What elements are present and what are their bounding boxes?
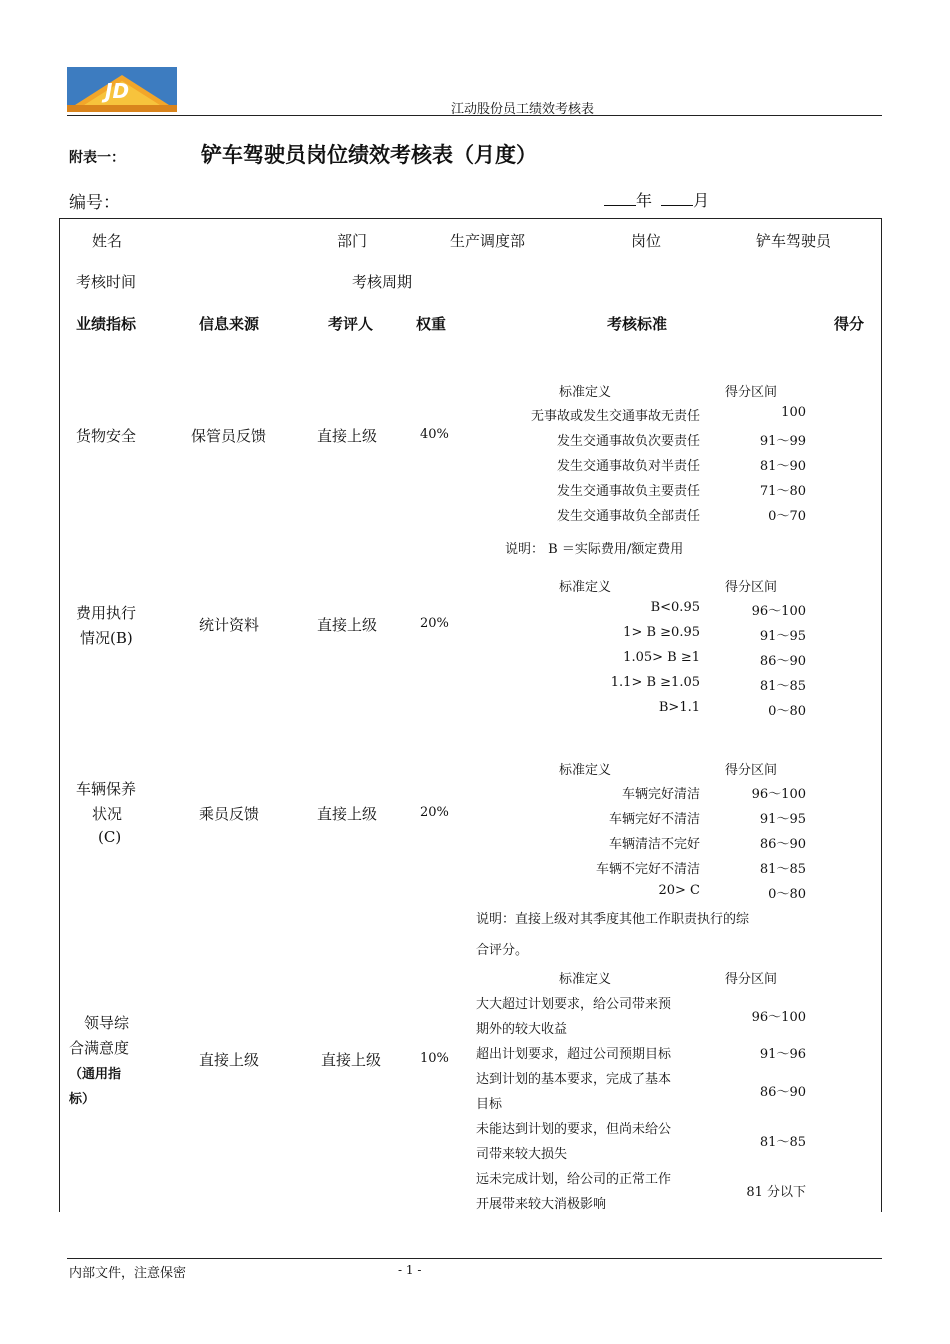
criterion-def: 1> B ≥0.95 <box>623 625 700 640</box>
info-source: 保管员反馈 <box>191 427 267 445</box>
criterion-range: 96～100 <box>751 787 806 802</box>
criterion-def: 无事故或发生交通事故无责任 <box>530 409 700 424</box>
criterion-range: 91～95 <box>759 812 806 827</box>
criterion-range: 81～85 <box>759 679 806 694</box>
def-header: 标准定义 <box>559 972 612 987</box>
indicator-name: 合满意度 <box>69 1039 130 1057</box>
def-header: 标准定义 <box>559 763 612 778</box>
evaluator: 直接上级 <box>317 805 378 823</box>
criterion-range: 86～90 <box>759 654 806 669</box>
criterion-def: 期外的较大收益 <box>476 1022 568 1037</box>
post-label: 岗位 <box>631 232 662 250</box>
criterion-def: B<0.95 <box>650 600 700 615</box>
criterion-range: 81 分以下 <box>746 1185 806 1200</box>
info-source: 直接上级 <box>199 1051 260 1069</box>
period-label: 考核周期 <box>352 273 413 291</box>
date-field <box>604 188 709 211</box>
month-label: 月 <box>693 191 710 210</box>
criterion-range: 81～85 <box>759 862 806 877</box>
criterion-def: 大大超过计划要求，给公司带来预 <box>476 997 672 1012</box>
indicator-name: (C) <box>98 828 122 846</box>
criterion-range: 0～70 <box>768 509 806 524</box>
evaluator: 直接上级 <box>317 616 378 634</box>
indicator-name: 情况(B) <box>80 629 133 647</box>
confidential-note: 内部文件，注意保密 <box>69 1266 187 1281</box>
criterion-def: 司带来较大损失 <box>476 1147 568 1162</box>
range-header: 得分区间 <box>725 580 778 595</box>
col-indicator: 业绩指标 <box>76 315 137 333</box>
criteria-note: 说明： B ＝实际费用/额定费用 <box>505 542 684 557</box>
info-source: 统计资料 <box>199 616 260 634</box>
year-label: 年 <box>636 191 653 210</box>
indicator-name: 车辆保养 <box>76 780 137 798</box>
criterion-def: 20> C <box>658 883 700 898</box>
table-right-border <box>881 218 882 1212</box>
weight: 20% <box>420 616 449 631</box>
criterion-def: 车辆清洁不完好 <box>608 837 700 852</box>
col-source: 信息来源 <box>199 315 260 333</box>
table-left-border <box>59 218 60 1212</box>
criterion-def: 1.1> B ≥1.05 <box>610 675 700 690</box>
criterion-def: 车辆完好不清洁 <box>608 812 700 827</box>
criterion-range: 100 <box>781 405 806 420</box>
page-title: 铲车驾驶员岗位绩效考核表（月度） <box>201 143 537 167</box>
indicator-name: 领导综 <box>84 1014 130 1032</box>
footer-divider <box>67 1258 882 1259</box>
criterion-def: 超出计划要求，超过公司预期目标 <box>476 1047 672 1062</box>
year-blank <box>604 191 636 206</box>
indicator-name: 费用执行 <box>76 604 137 622</box>
criterion-def: B>1.1 <box>658 700 700 715</box>
criterion-def: 目标 <box>476 1097 503 1112</box>
range-header: 得分区间 <box>725 972 778 987</box>
header-divider <box>67 115 882 116</box>
criterion-range: 71～80 <box>759 484 806 499</box>
month-blank <box>661 191 693 206</box>
criterion-def: 开展带来较大消极影响 <box>476 1197 607 1212</box>
post-value: 铲车驾驶员 <box>756 232 832 250</box>
criteria-note: 合评分。 <box>476 943 529 958</box>
company-logo <box>67 67 177 112</box>
indicator-name: 状况 <box>92 805 123 823</box>
criterion-range: 81～85 <box>759 1135 806 1150</box>
criterion-range: 86～90 <box>759 837 806 852</box>
indicator-sub: （通用指 <box>69 1067 122 1082</box>
time-label: 考核时间 <box>76 273 137 291</box>
criteria-note: 说明：直接上级对其季度其他工作职责执行的综 <box>476 912 750 927</box>
criterion-def: 远未完成计划，给公司的正常工作 <box>476 1172 672 1187</box>
criterion-range: 81～90 <box>759 459 806 474</box>
def-header: 标准定义 <box>559 580 612 595</box>
criterion-def: 1.05> B ≥1 <box>623 650 700 665</box>
logo-text: JD <box>105 79 130 103</box>
criterion-range: 96～100 <box>751 1010 806 1025</box>
weight: 40% <box>420 427 449 442</box>
criterion-def: 车辆不完好不清洁 <box>595 862 700 877</box>
criterion-range: 0～80 <box>768 704 806 719</box>
page-number: - 1 - <box>398 1263 422 1277</box>
criterion-def: 发生交通事故负全部责任 <box>556 509 700 524</box>
indicator-sub: 标） <box>69 1092 96 1107</box>
info-source: 乘员反馈 <box>199 805 260 823</box>
criterion-def: 发生交通事故负主要责任 <box>556 484 700 499</box>
number-label: 编号： <box>69 193 120 213</box>
indicator-name: 货物安全 <box>76 427 137 445</box>
evaluator: 直接上级 <box>321 1051 382 1069</box>
col-score: 得分 <box>834 315 865 333</box>
name-label: 姓名 <box>92 232 123 250</box>
criterion-range: 86～90 <box>759 1085 806 1100</box>
range-header: 得分区间 <box>725 763 778 778</box>
dept-label: 部门 <box>337 232 368 250</box>
weight: 10% <box>420 1051 449 1066</box>
col-standard: 考核标准 <box>607 315 668 333</box>
evaluator: 直接上级 <box>317 427 378 445</box>
criterion-range: 91～99 <box>759 434 806 449</box>
criterion-def: 达到计划的基本要求，完成了基本 <box>476 1072 672 1087</box>
criterion-range: 91～96 <box>759 1047 806 1062</box>
col-evaluator: 考评人 <box>328 315 374 333</box>
criterion-range: 96～100 <box>751 604 806 619</box>
def-header: 标准定义 <box>559 385 612 400</box>
criterion-def: 车辆完好清洁 <box>621 787 700 802</box>
criterion-def: 发生交通事故负对半责任 <box>556 459 700 474</box>
criterion-def: 发生交通事故负次要责任 <box>556 434 700 449</box>
weight: 20% <box>420 805 449 820</box>
range-header: 得分区间 <box>725 385 778 400</box>
attachment-label: 附表一： <box>69 150 125 166</box>
criterion-range: 0～80 <box>768 887 806 902</box>
table-top-border <box>59 218 882 219</box>
criterion-def: 未能达到计划的要求，但尚未给公 <box>476 1122 672 1137</box>
col-weight: 权重 <box>416 315 447 333</box>
dept-value: 生产调度部 <box>450 232 526 250</box>
document-header: 江动股份员工绩效考核表 <box>451 102 595 117</box>
criterion-range: 91～95 <box>759 629 806 644</box>
